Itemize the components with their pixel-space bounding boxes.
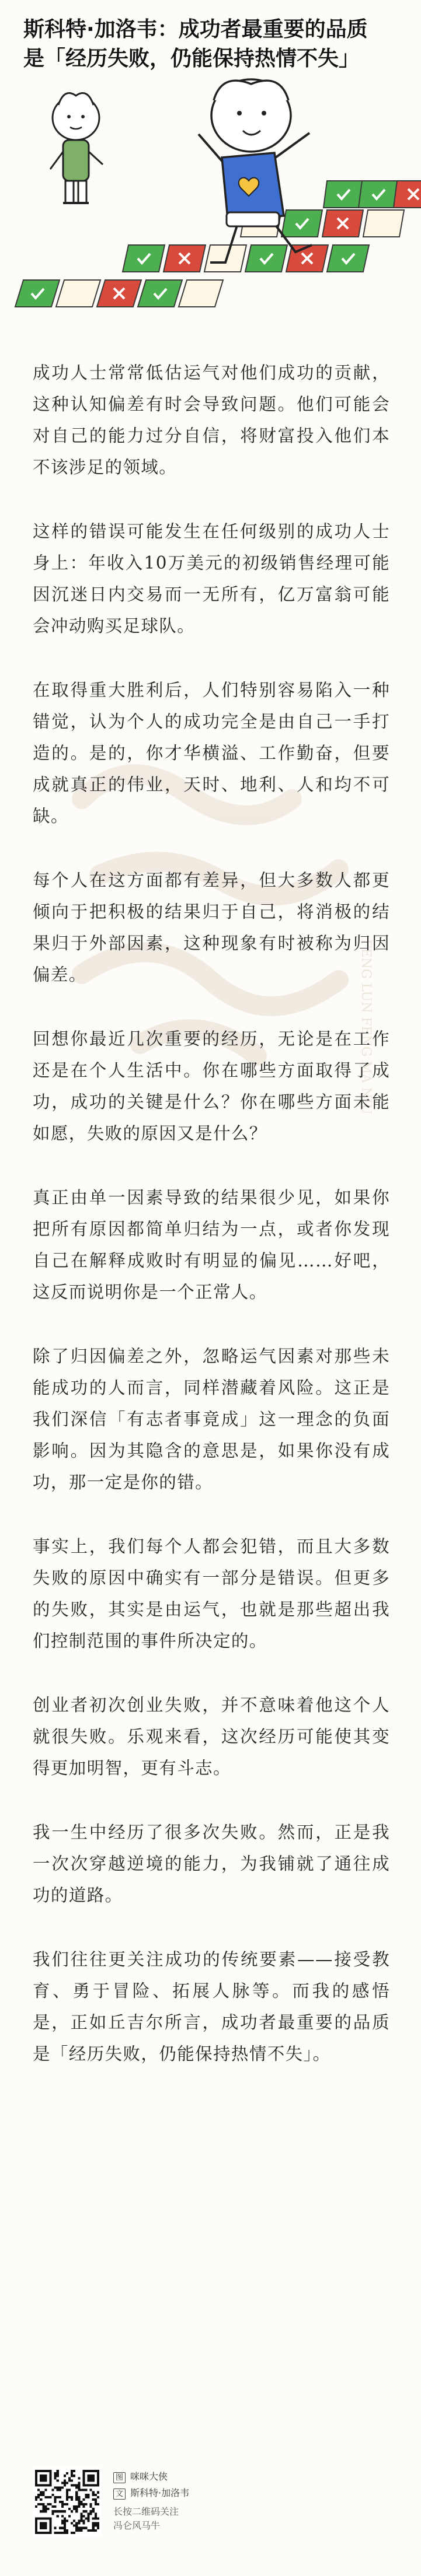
paragraph: 真正由单一因素导致的结果很少见，如果你把所有原因都简单归结为一点，或者你发现自己在解释成败时有明显的偏见……好吧，这反而说明你是一个正常人。 xyxy=(33,1188,390,1302)
paragraph: 我们往往更关注成功的传统要素——接受教育、勇于冒险、拓展人脉等。而我的感悟是，正如丘吉尔所言，成功者最重要的品质是「经历失败，仍能保持热情不失」。 xyxy=(33,1950,390,2064)
hopscotch-tile xyxy=(138,280,182,307)
follow-line-2: 冯仑风马牛 xyxy=(113,2520,161,2531)
paragraph: 创业者初次创业失败，并不意味着他这个人就很失败。乐观来看，这次经历可能使其变得更加明智，更有斗志。 xyxy=(33,1695,390,1778)
hopscotch-tile xyxy=(327,245,369,272)
paragraph: 事实上，我们每个人都会犯错，而且大多数失败的原因中确实有一部分是错误。但更多的失败，其实是由运气，也就是那些超出我们控制范围的事件所决定的。 xyxy=(33,1536,390,1651)
paragraph: 我一生中经历了很多次失败。然而，正是我一次次穿越逆境的能力，为我铺就了通往成功的道路。 xyxy=(33,1822,390,1905)
article-title xyxy=(23,15,403,74)
illustration-tag: 图 xyxy=(113,2472,126,2483)
paragraph: 在取得重大胜利后，人们特别容易陷入一种错觉，认为个人的成功完全是由自己一手打造的。是的，你才华横溢、工作勤奋，但要成就真正的伟业，天时、地利、人和均不可缺。 xyxy=(33,680,390,826)
title-line-2: 是「经历失败，仍能保持热情不失」 xyxy=(23,47,360,71)
hopscotch-tile xyxy=(394,181,421,208)
follow-line-1: 长按二维码关注 xyxy=(113,2506,179,2517)
text-credit-name: 斯科特·加洛韦 xyxy=(130,2487,190,2498)
hopscotch-tile xyxy=(281,210,322,237)
hopscotch-tile xyxy=(359,181,398,208)
paragraph: 回想你最近几次重要的经历，无论是在工作还是在个人生活中。你在哪些方面取得了成功，成功的关键是什么？你在哪些方面未能如愿，失败的原因又是什么？ xyxy=(33,1029,390,1143)
title-line-1: 斯科特·加洛韦：成功者最重要的品质 xyxy=(23,18,368,41)
illustration-credit xyxy=(113,2469,189,2485)
small-character xyxy=(50,93,103,203)
hopscotch-tile xyxy=(204,245,246,272)
article-body xyxy=(33,357,390,2102)
credits xyxy=(113,2469,189,2533)
paragraph: 除了归因偏差之外，忽略运气因素对那些未能成功的人而言，同样潜藏着风险。这正是我们深信「有志者事竟成」这一理念的负面影响。因为其隐含的意思是，如果你没有成功，那一定是你的错。 xyxy=(33,1346,390,1492)
hopscotch-tile xyxy=(323,181,363,208)
hopscotch-tile xyxy=(245,245,287,272)
hopscotch-tile xyxy=(363,210,404,237)
paragraph: 每个人在这方面都有差异，但大多数人都更倾向于把积极的结果归于自己，将消极的结果归于外部因素，这种现象有时被称为归因偏差。 xyxy=(33,870,390,985)
hopscotch-tile xyxy=(15,280,60,307)
hopscotch-tile xyxy=(123,245,165,272)
hopscotch-illustration xyxy=(0,70,421,327)
hopscotch-tile xyxy=(56,280,100,307)
qr-code[interactable] xyxy=(33,2468,102,2536)
illustration-credit-name: 咪咪大俠 xyxy=(130,2471,168,2482)
paragraph: 这样的错误可能发生在任何级别的成功人士身上：年收入10万美元的初级销售经理可能因沉迷日内交易而一无所有，亿万富翁可能会冲动购买足球队。 xyxy=(33,522,390,636)
text-credit xyxy=(113,2485,189,2501)
footer xyxy=(33,2468,390,2555)
text-tag: 文 xyxy=(113,2488,126,2500)
hopscotch-tiles xyxy=(15,181,421,307)
hopscotch-tile xyxy=(179,280,223,307)
paragraph: 成功人士常常低估运气对他们成功的贡献，这种认知偏差有时会导致问题。他们可能会对自己的能力过分自信，将财富投入他们本不该涉足的领域。 xyxy=(33,363,390,477)
watermark-text: FENG LUN FENG MA NIU xyxy=(359,939,373,1115)
